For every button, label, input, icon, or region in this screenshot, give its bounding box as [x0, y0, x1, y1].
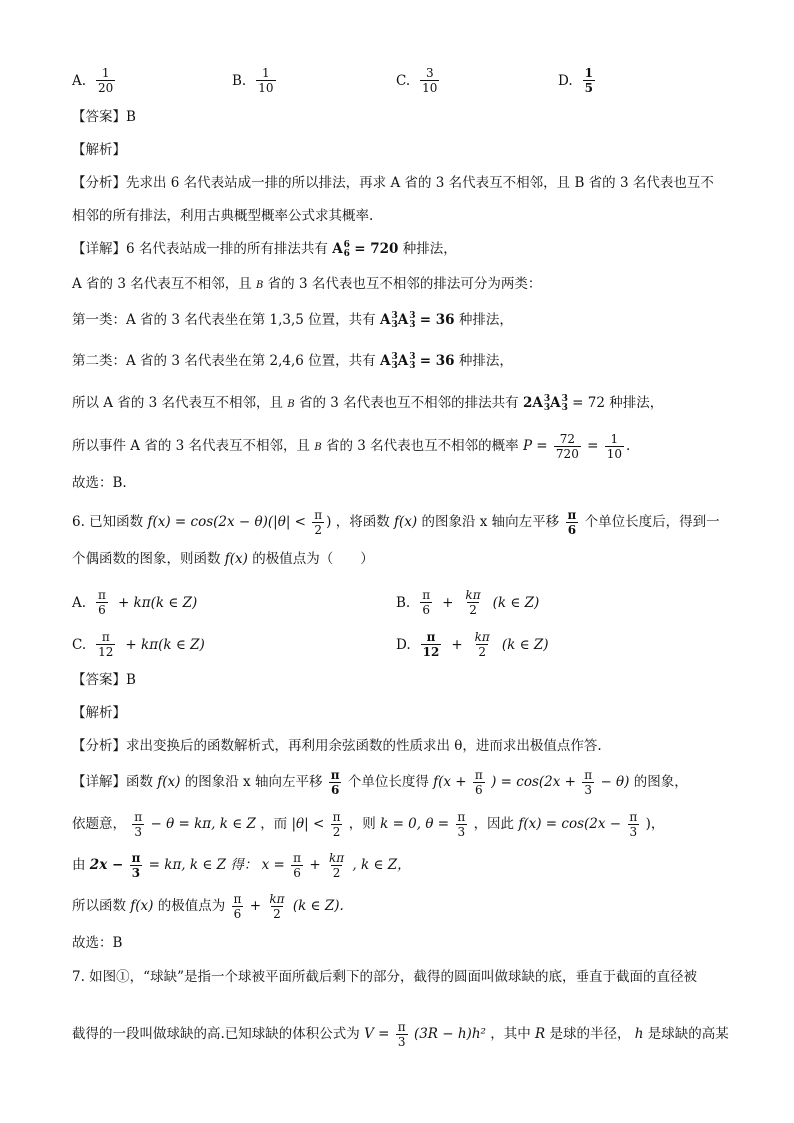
plus: + [309, 857, 321, 873]
numerator: π [233, 892, 242, 906]
analysis-line: 【分析】先求出 6 名代表站成一排的所以排法，再求 A 省的 3 名代表互不相邻，且 B 省的 3 名代表也互不 [72, 175, 714, 191]
denominator: 6 [98, 603, 106, 617]
formula: = 720 [354, 241, 399, 257]
numerator: kπ [269, 892, 285, 906]
question-7-stem [72, 1020, 729, 1049]
choose-line: 故选：B. [72, 475, 127, 491]
permutation-symbol: A 6 6 [332, 239, 350, 259]
fraction [605, 432, 624, 461]
denominator: 6 [293, 866, 301, 880]
fraction [130, 851, 143, 880]
option-c [72, 630, 205, 659]
analysis-line: 【分析】求出变换后的函数解析式，再利用余弦函数的性质求出 θ，进而求出极值点作答. [72, 738, 602, 754]
denominator: 10 [606, 447, 623, 461]
text: 依题意， [72, 816, 126, 832]
formula: V = [364, 1026, 390, 1042]
numerator: 1 [610, 432, 619, 446]
numerator: 1 [101, 66, 110, 80]
fraction [331, 810, 343, 839]
option-label: D. [558, 72, 573, 89]
numerator: kπ [328, 851, 345, 865]
denominator: 6 [233, 907, 242, 921]
detail-line [72, 392, 663, 416]
text: 位置，共有 [308, 353, 376, 369]
text: ，而 [260, 816, 288, 832]
fraction [96, 66, 115, 95]
fraction [565, 508, 578, 537]
permutation-symbol: A 3 3 A 3 3 [379, 310, 416, 330]
formula: ) = cos(2x + [491, 774, 576, 790]
denominator: 12 [98, 645, 114, 659]
numerator: π [134, 810, 143, 824]
formula: = 36 [419, 353, 455, 369]
numerator: kπ [465, 588, 481, 602]
text: 种排法， [402, 241, 457, 257]
analysis-line: 相邻的所有排法，利用古典概型概率公式求其概率. [72, 208, 374, 224]
plus: + [442, 594, 454, 611]
text: )， [645, 816, 665, 832]
option-label: C. [72, 636, 87, 653]
text: 的图象沿 x 轴向左平移 [421, 514, 560, 530]
text: 个单位长度后，得到一 [584, 514, 720, 530]
detail-line [72, 273, 541, 297]
text: 第二类：A 省的 3 名代表坐在第 [72, 353, 266, 369]
denominator: 12 [422, 645, 440, 659]
fraction [312, 508, 324, 537]
numerator: π [397, 1020, 406, 1034]
numerator: π [293, 851, 302, 865]
text: 种排法， [458, 353, 513, 369]
text: ，其中 [490, 1026, 531, 1042]
fraction [256, 66, 275, 95]
formula: h [634, 1026, 644, 1042]
period: . [626, 438, 631, 454]
formula: k = 0, θ = [380, 816, 450, 832]
fraction [473, 768, 485, 797]
formula: = 36 [419, 312, 455, 328]
text: ，将函数 [335, 514, 390, 530]
detail-line [72, 350, 513, 372]
fraction [583, 66, 595, 95]
option-label: B. [232, 72, 247, 89]
denominator: 3 [397, 1035, 406, 1049]
text: 是球的半径， [549, 1026, 631, 1042]
option-d [558, 66, 597, 95]
fraction [582, 768, 594, 797]
text: 由 [72, 857, 86, 873]
formula: − θ = kπ, k ∈ Z [150, 816, 256, 832]
fraction [420, 588, 432, 617]
denominator: 2 [314, 523, 323, 537]
text: 【详解】函数 [72, 774, 153, 790]
numerator: π [426, 630, 436, 644]
numerator: π [314, 508, 323, 522]
denominator: 3 [584, 783, 593, 797]
numerator: 1 [262, 66, 270, 80]
option-label: C. [396, 72, 411, 89]
numerator: π [131, 851, 141, 865]
numerator: π [629, 810, 638, 824]
denominator: 2 [478, 645, 487, 659]
denominator: 3 [134, 825, 143, 839]
text: 的图象沿 x 轴向左平移 [184, 774, 323, 790]
denominator: 2 [332, 825, 341, 839]
province-b: B [256, 280, 264, 291]
choose-line: 故选：B [72, 935, 123, 951]
option-c [396, 66, 441, 95]
detail-line [72, 768, 688, 797]
denominator: 6 [330, 783, 340, 797]
numerator: π [457, 810, 466, 824]
province-b: B [287, 399, 295, 410]
text: 省的 3 名代表也互不相邻的概率 [325, 438, 519, 454]
formula: + kπ(k ∈ Z) [125, 636, 205, 653]
answer-line: 【答案】B [72, 672, 136, 688]
answer-line: 【答案】B [72, 109, 136, 125]
denominator: 6 [422, 603, 430, 617]
fraction [473, 630, 492, 659]
text: 种排法， [458, 312, 513, 328]
text: 省的 3 名代表也互不相邻的排法可分为两类： [267, 276, 542, 292]
permutation-symbol: 2A 3 3 A 3 3 [522, 393, 568, 413]
text: 的极值点为 [157, 898, 226, 914]
numerator: π [474, 768, 483, 782]
formula: = 72 [572, 395, 605, 411]
formula: f(x) = cos(2x − θ)(|θ| < [147, 514, 306, 530]
formula: 2x − [89, 857, 124, 873]
text: 6. 已知函数 [72, 514, 144, 530]
formula: = kπ, k ∈ Z 得： [148, 857, 258, 873]
fraction [329, 768, 342, 797]
denominator: 2 [332, 866, 341, 880]
denominator: 720 [555, 447, 579, 461]
text: 截得的一段叫做球缺的高.已知球缺的体积公式为 [72, 1026, 360, 1042]
text: 个偶函数的图象，则函数 [72, 551, 221, 567]
denominator: 6 [475, 783, 483, 797]
fraction [421, 630, 442, 659]
denominator: 3 [131, 866, 141, 880]
detail-line [72, 309, 513, 331]
option-label: D. [396, 636, 411, 653]
text: 所以 A 省的 3 名代表互不相邻，且 [72, 395, 284, 411]
question-7-stem: 7. 如图①，“球缺”是指一个球被平面所截后剩下的部分，截得的圆面叫做球缺的底，垂直于截面的直径被 [72, 969, 697, 985]
numerator: 1 [584, 66, 593, 80]
fraction [396, 1020, 408, 1049]
analysis-heading: 【解析】 [72, 142, 126, 158]
fraction [420, 66, 439, 95]
text: 省的 3 名代表也互不相邻的排法共有 [298, 395, 519, 411]
text: 个单位长度得 [347, 774, 429, 790]
province-b: B [314, 442, 322, 453]
text: 的极值点为（ ） [252, 551, 374, 567]
numerator: π [567, 508, 577, 522]
numerator: π [332, 810, 341, 824]
formula: |θ| < [291, 816, 325, 832]
denominator: 10 [258, 81, 274, 95]
formula: (k ∈ Z) [492, 594, 540, 611]
numerator: 72 [559, 432, 576, 446]
analysis-heading-text: 解析 [85, 705, 113, 721]
text: 种排法， [609, 395, 664, 411]
formula: f(x) [130, 898, 154, 914]
detail-line [72, 810, 664, 839]
equals: = [587, 438, 599, 454]
formula: P = [522, 438, 548, 454]
fraction [327, 851, 346, 880]
text: 是球缺的高某 [647, 1026, 729, 1042]
detail-line [72, 851, 411, 880]
formula: f(x) [224, 551, 248, 567]
denominator: 3 [629, 825, 638, 839]
fraction [232, 892, 244, 921]
option-a [72, 588, 197, 617]
numerator: kπ [474, 630, 490, 644]
analysis-heading-text: 解析 [85, 142, 113, 158]
option-label: A. [72, 594, 87, 611]
plus: + [249, 898, 262, 914]
text: 的图象， [633, 774, 688, 790]
option-b [232, 66, 278, 95]
numerator: π [98, 588, 106, 602]
text: 所以事件 A 省的 3 名代表互不相邻，且 [72, 438, 311, 454]
numerator: π [584, 768, 593, 782]
text: 位置，共有 [308, 312, 376, 328]
numerator: π [422, 588, 431, 602]
option-b [396, 588, 539, 617]
formula: − θ) [600, 774, 630, 790]
fraction [627, 810, 639, 839]
formula: f(x + [433, 774, 467, 790]
question-6-stem: 6. 已知函数 f(x) = cos(2x − θ)(|θ| < $\frac{\pi}{2}$ ) ，将函数 f(x) 的图象沿 x 轴向左平移 $\frac{\pi}{6}$ 个单位长度后，得到一 [72, 508, 720, 537]
detail-line [72, 238, 457, 260]
text: 所以函数 [72, 898, 126, 914]
formula: f(x) = cos(2x − [518, 816, 622, 832]
positions: 2,4,6 [269, 353, 304, 369]
numerator: π [101, 630, 110, 644]
fraction [96, 588, 108, 617]
numerator: π [330, 768, 340, 782]
formula: + kπ(k ∈ Z) [117, 594, 198, 611]
denominator: 3 [457, 825, 466, 839]
option-a [72, 66, 117, 95]
option-label: A. [72, 72, 87, 89]
denominator: 2 [273, 907, 281, 921]
denominator: 6 [567, 523, 577, 537]
formula: (k ∈ Z) [501, 636, 549, 653]
denominator: 20 [98, 81, 114, 95]
fraction [132, 810, 144, 839]
formula: f(x) [394, 514, 418, 530]
formula: (3R − h)h² [413, 1026, 486, 1042]
fraction [463, 588, 482, 617]
formula: f(x) [157, 774, 181, 790]
text: A 省的 3 名代表互不相邻，且 [72, 276, 252, 292]
positions: 1,3,5 [269, 312, 304, 328]
fraction [455, 810, 467, 839]
option-label: B. [396, 594, 411, 611]
numerator: 3 [425, 66, 434, 80]
formula: x = [261, 857, 285, 873]
formula: (k ∈ Z). [292, 898, 344, 914]
detail-line [72, 432, 630, 461]
denominator: 5 [584, 81, 593, 95]
detail-line [72, 892, 344, 921]
question-6-stem [72, 548, 374, 570]
option-d [396, 630, 549, 659]
fraction [96, 630, 115, 659]
denominator: 2 [469, 603, 477, 617]
text: 第一类：A 省的 3 名代表坐在第 [72, 312, 266, 328]
fraction [554, 432, 581, 461]
plus: + [451, 636, 463, 653]
denominator: 10 [422, 81, 438, 95]
analysis-heading: 【解析】 [72, 705, 126, 721]
formula: R [535, 1026, 546, 1042]
text: 【详解】6 名代表站成一排的所有排法共有 [72, 241, 328, 257]
fraction [267, 892, 286, 921]
fraction [291, 851, 303, 880]
text: ，则 [348, 816, 376, 832]
formula: , k ∈ Z， [352, 857, 411, 873]
permutation-symbol: A 3 3 A 3 3 [379, 351, 416, 371]
text: ，因此 [473, 816, 515, 832]
